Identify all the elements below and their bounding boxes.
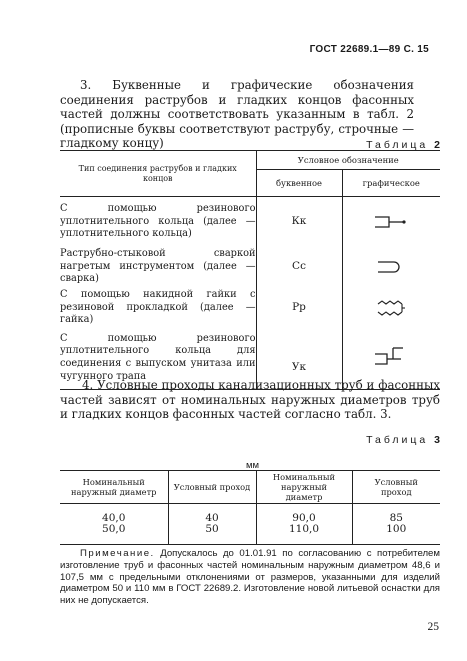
table-3-row-1-col-3: 90,0 bbox=[292, 511, 316, 524]
table-2-row-3-letter: Рр bbox=[256, 287, 342, 329]
table-2 bbox=[60, 150, 440, 390]
table-3-row-2-col-3: 110,0 bbox=[288, 523, 320, 535]
table-3-col-2 bbox=[168, 504, 256, 545]
table-3-header-3: Номинальный наружный диаметр bbox=[256, 471, 352, 504]
table-3-caption bbox=[366, 434, 440, 446]
table-3-unit: мм bbox=[246, 460, 260, 471]
table-2-row-2-graphic bbox=[342, 247, 440, 287]
table-2-caption-number: 2 bbox=[434, 139, 440, 151]
table-3-header-2: Условный проход bbox=[168, 471, 256, 504]
table-3-header-4: Условный проход bbox=[352, 471, 440, 504]
table-3-header-1: Номинальный наружный диаметр bbox=[60, 471, 168, 504]
nut-joint-symbol-icon bbox=[376, 300, 406, 316]
table-row bbox=[60, 247, 440, 287]
table-3-row-1-col-4: 85 bbox=[389, 511, 403, 524]
table-row bbox=[60, 197, 440, 248]
table-3-row-1-col-1: 40,0 bbox=[102, 511, 126, 524]
note-label: Примечание. bbox=[80, 548, 155, 559]
table-2-header-designation: Условное обозначение bbox=[256, 151, 440, 170]
table-2-row-3-type: С помощью накидной гайки с резиновой прокладкой (далее — гайка) bbox=[60, 289, 256, 326]
table-2-row-1-letter: Кк bbox=[256, 197, 342, 248]
table-3-row-2-col-4: 100 bbox=[386, 523, 407, 535]
toilet-outlet-joint-symbol-icon bbox=[373, 346, 409, 372]
table-3-caption-word: Таблица bbox=[366, 434, 429, 446]
table-row bbox=[60, 287, 440, 329]
paragraph-3-text: 3. Буквенные и графические обозначения соединения раструбов и гладких концов фасонных частей должны соответствовать указанным в табл. 2 (прописные буквы соответствуют раструбу, строчные — гладкому концу) bbox=[60, 78, 414, 150]
page-header: ГОСТ 22689.1—89 С. 15 bbox=[309, 44, 429, 55]
rubber-ring-joint-symbol-icon bbox=[373, 213, 409, 231]
note bbox=[60, 548, 440, 607]
table-2-row-3-graphic bbox=[342, 287, 440, 329]
table-3-col-3 bbox=[256, 504, 352, 545]
table-2-row-1-graphic bbox=[342, 197, 440, 248]
table-3-row-1-col-2: 40 bbox=[205, 511, 219, 524]
table-2-header-graphic: графическое bbox=[342, 170, 440, 197]
paragraph-4 bbox=[60, 378, 440, 422]
table-3-caption-number: 3 bbox=[434, 434, 440, 446]
table-2-row-2-type: Раструбно-стыковой сваркой нагретым инструментом (далее — сварка) bbox=[60, 248, 256, 285]
table-3-col-4 bbox=[352, 504, 440, 545]
table-2-row-1-type: С помощью резинового уплотнительного кольца (далее — уплотнительного кольца) bbox=[60, 203, 256, 240]
paragraph-4-text: 4. Условные проходы канализационных труб и фасонных частей зависят от номинальных наружных диаметров труб и гладких концов фасонных частей согласно табл. 3. bbox=[60, 378, 440, 421]
table-2-row-4-type: С помощью резинового уплотнительного кольца для соединения с выпуском унитаза или чугунного трапа bbox=[60, 329, 256, 390]
table-3-col-1 bbox=[60, 504, 168, 545]
table-3 bbox=[60, 470, 440, 545]
note-text: Допускалось до 01.01.91 по согласованию с потребителем изготовление труб и фасонных частей номинальным наружным диаметром 48,6 и 107,5 мм с предельными отклонениями от размеров, указанными для изделий диаметром 50 и 110 мм в ГОСТ 22689.2. Изготовление новой литьевой оснастки для них не допускается. bbox=[60, 548, 440, 607]
table-2-header-letter: буквенное bbox=[256, 170, 342, 197]
table-2-header-type: Тип соединения раструбов и гладких концов bbox=[60, 151, 256, 197]
paragraph-3 bbox=[60, 78, 414, 151]
table-2-row-4-letter: Ук bbox=[256, 329, 342, 390]
table-2-caption-word: Таблица bbox=[366, 139, 429, 151]
table-3-row-2-col-1: 50,0 bbox=[102, 523, 126, 535]
page-number: 25 bbox=[427, 621, 439, 633]
table-2-row-2-letter: Сс bbox=[256, 247, 342, 287]
welded-joint-symbol-icon bbox=[376, 259, 406, 275]
table-3-row-2-col-2: 50 bbox=[205, 523, 219, 535]
